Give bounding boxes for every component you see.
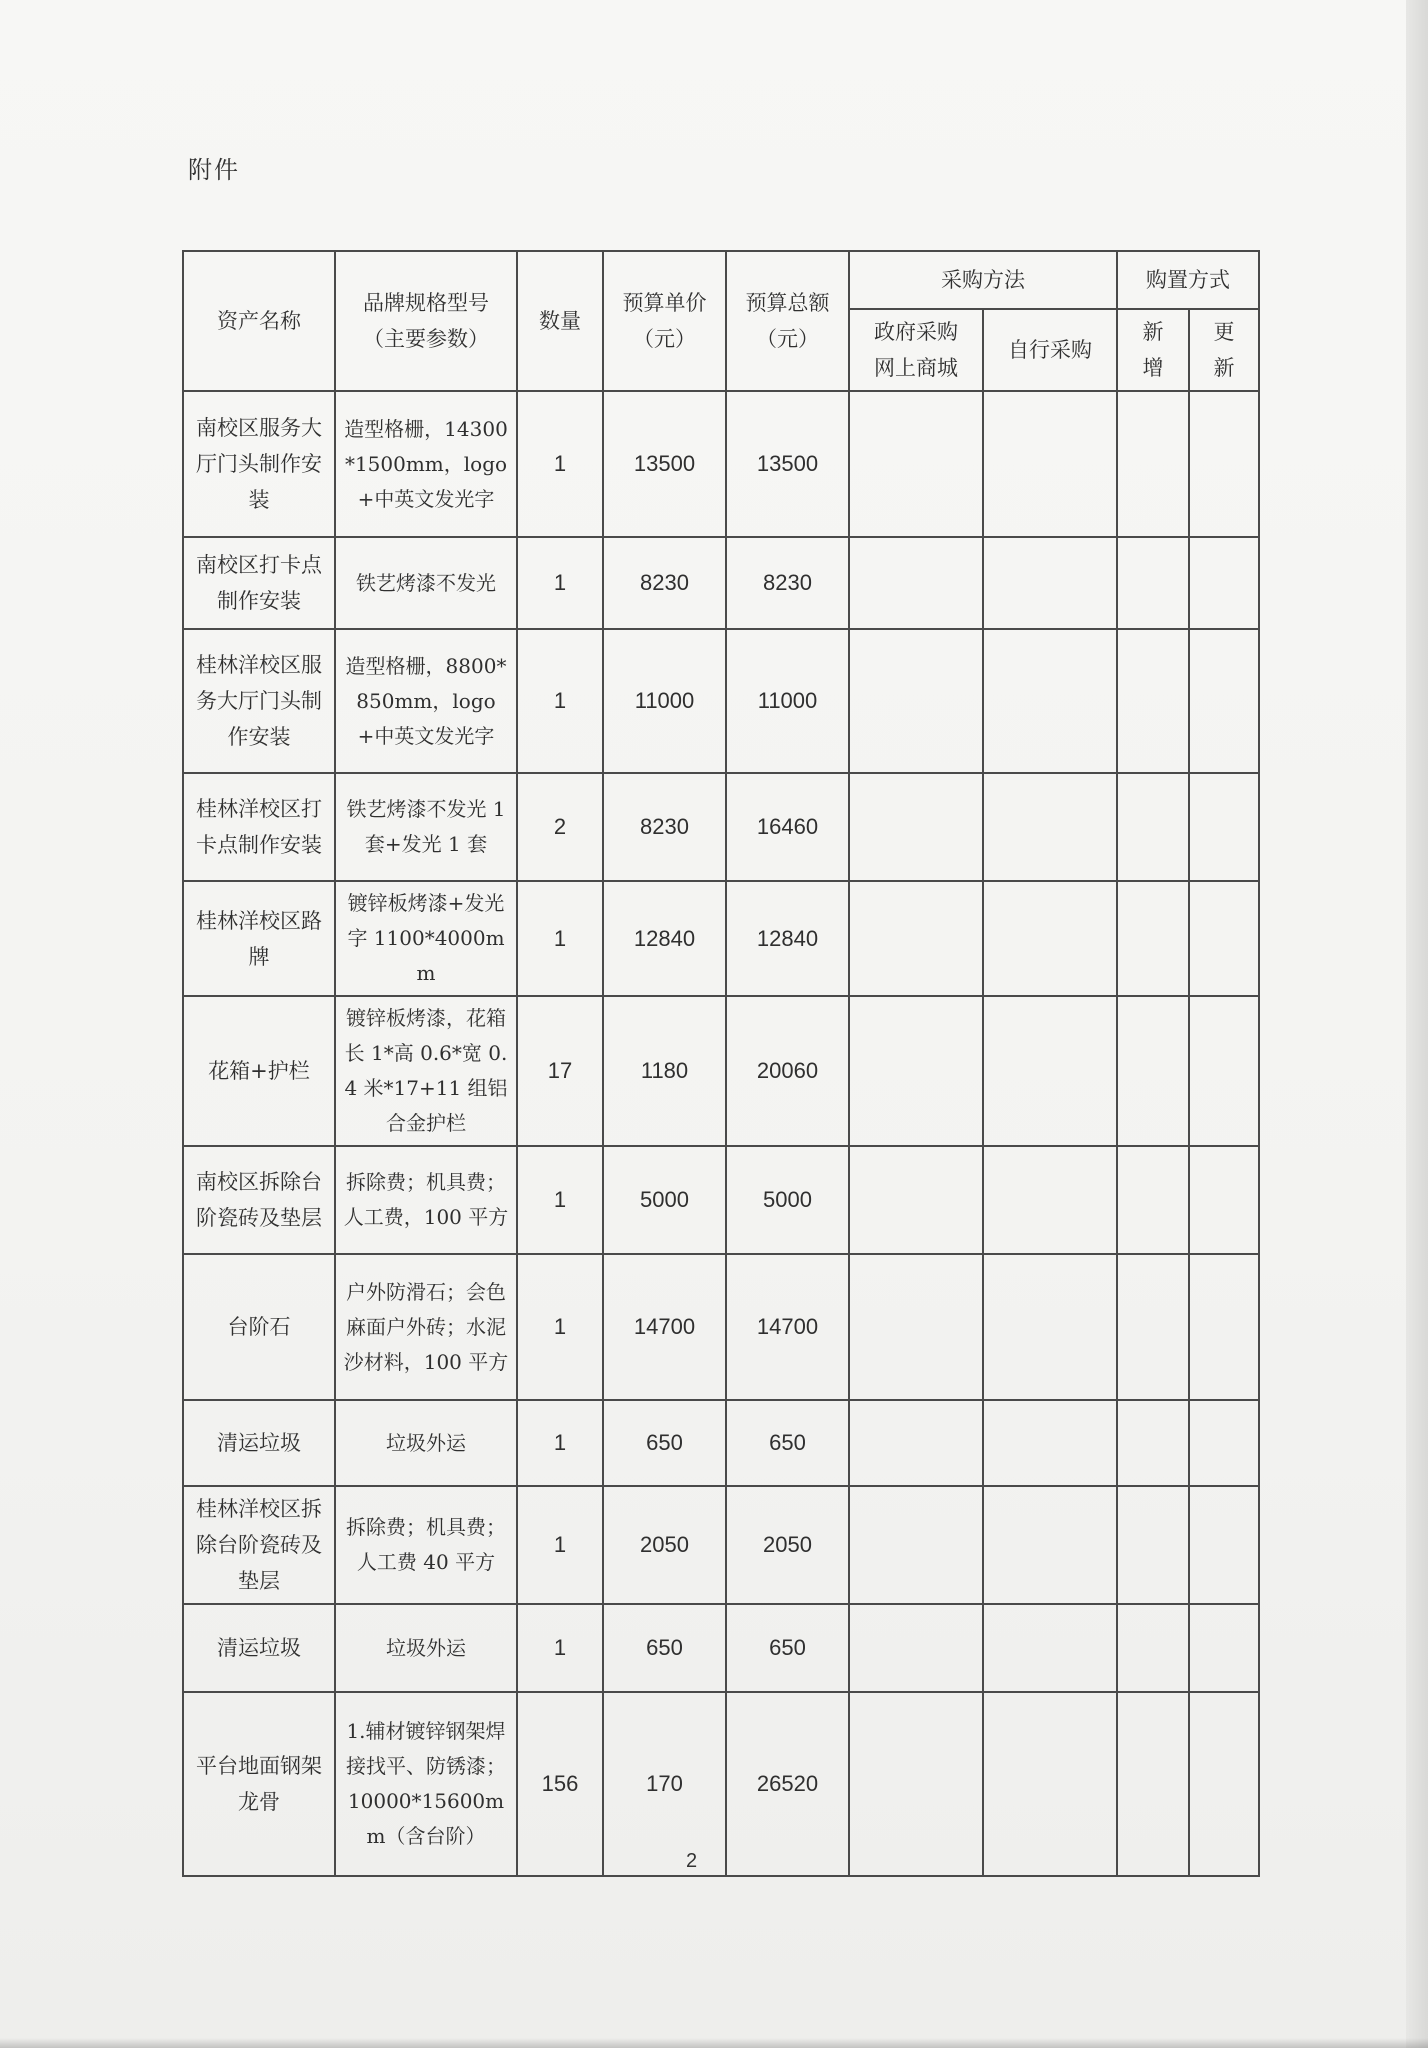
table-row xyxy=(183,537,1259,629)
asset-name-cell: 桂林洋校区服务大厅门头制作安装 xyxy=(183,629,335,773)
renew-cell xyxy=(1189,1400,1259,1486)
quantity-cell: 1 xyxy=(517,1400,603,1486)
gov-mall-cell xyxy=(849,881,983,996)
header-new xyxy=(1117,309,1189,391)
page-number: 2 xyxy=(686,1850,698,1872)
gov-mall-cell xyxy=(849,1146,983,1254)
gov-mall-cell xyxy=(849,629,983,773)
header-procurement-method: 采购方法 xyxy=(849,251,1117,309)
table-row xyxy=(183,1146,1259,1254)
asset-name-cell: 桂林洋校区拆除台阶瓷砖及垫层 xyxy=(183,1486,335,1604)
quantity-cell: 1 xyxy=(517,391,603,537)
quantity-cell: 1 xyxy=(517,881,603,996)
spec-cell: 1.辅材镀锌钢架焊接找平、防锈漆；10000*15600mm（含台阶） xyxy=(335,1692,517,1876)
header-renew-line2: 新 xyxy=(1213,356,1235,380)
spec-cell: 户外防滑石；会色麻面户外砖；水泥沙材料，100 平方 xyxy=(335,1254,517,1400)
header-new-line2: 增 xyxy=(1142,356,1164,380)
unit-price-cell: 8230 xyxy=(603,773,726,881)
renew-cell xyxy=(1189,391,1259,537)
total-cell: 2050 xyxy=(726,1486,849,1604)
quantity-cell: 1 xyxy=(517,1254,603,1400)
table-row xyxy=(183,391,1259,537)
quantity-cell: 1 xyxy=(517,537,603,629)
total-cell: 20060 xyxy=(726,996,849,1146)
table-row xyxy=(183,1400,1259,1486)
table-row xyxy=(183,773,1259,881)
gov-mall-cell xyxy=(849,1254,983,1400)
quantity-cell: 1 xyxy=(517,629,603,773)
quantity-cell: 1 xyxy=(517,1604,603,1692)
renew-cell xyxy=(1189,629,1259,773)
self-purchase-cell xyxy=(983,1400,1117,1486)
header-unit-price-line1: 预算单价 xyxy=(622,291,707,315)
new-cell xyxy=(1117,996,1189,1146)
new-cell xyxy=(1117,1146,1189,1254)
header-renew-line1: 更 xyxy=(1213,320,1235,344)
self-purchase-cell xyxy=(983,1604,1117,1692)
total-cell: 16460 xyxy=(726,773,849,881)
asset-name-cell: 平台地面钢架龙骨 xyxy=(183,1692,335,1876)
spec-cell: 拆除费；机具费；人工费，100 平方 xyxy=(335,1146,517,1254)
renew-cell xyxy=(1189,1604,1259,1692)
page-edge-shadow xyxy=(1406,0,1428,2048)
header-spec-line1: 品牌规格型号 xyxy=(363,291,489,315)
header-quantity: 数量 xyxy=(517,251,603,391)
total-cell: 650 xyxy=(726,1604,849,1692)
unit-price-cell: 12840 xyxy=(603,881,726,996)
new-cell xyxy=(1117,629,1189,773)
self-purchase-cell xyxy=(983,1692,1117,1876)
spec-cell: 造型格栅，14300*1500mm，logo+中英文发光字 xyxy=(335,391,517,537)
header-unit-price xyxy=(603,251,726,391)
page-bottom-shadow xyxy=(0,2038,1428,2048)
new-cell xyxy=(1117,537,1189,629)
new-cell xyxy=(1117,1486,1189,1604)
self-purchase-cell xyxy=(983,537,1117,629)
spec-cell: 拆除费；机具费；人工费 40 平方 xyxy=(335,1486,517,1604)
asset-name-cell: 南校区拆除台阶瓷砖及垫层 xyxy=(183,1146,335,1254)
header-gov-mall xyxy=(849,309,983,391)
self-purchase-cell xyxy=(983,996,1117,1146)
unit-price-cell: 170 xyxy=(603,1692,726,1876)
asset-name-cell: 台阶石 xyxy=(183,1254,335,1400)
gov-mall-cell xyxy=(849,996,983,1146)
total-cell: 26520 xyxy=(726,1692,849,1876)
spec-cell: 垃圾外运 xyxy=(335,1400,517,1486)
spec-cell: 造型格栅，8800*850mm，logo+中英文发光字 xyxy=(335,629,517,773)
header-total xyxy=(726,251,849,391)
self-purchase-cell xyxy=(983,1146,1117,1254)
new-cell xyxy=(1117,1254,1189,1400)
new-cell xyxy=(1117,391,1189,537)
gov-mall-cell xyxy=(849,1692,983,1876)
quantity-cell: 1 xyxy=(517,1146,603,1254)
self-purchase-cell xyxy=(983,773,1117,881)
new-cell xyxy=(1117,1692,1189,1876)
gov-mall-cell xyxy=(849,391,983,537)
renew-cell xyxy=(1189,996,1259,1146)
header-renew xyxy=(1189,309,1259,391)
gov-mall-cell xyxy=(849,1604,983,1692)
self-purchase-cell xyxy=(983,881,1117,996)
table-row xyxy=(183,1486,1259,1604)
asset-name-cell: 清运垃圾 xyxy=(183,1604,335,1692)
unit-price-cell: 8230 xyxy=(603,537,726,629)
new-cell xyxy=(1117,773,1189,881)
header-gov-mall-line2: 网上商城 xyxy=(874,356,958,380)
unit-price-cell: 14700 xyxy=(603,1254,726,1400)
unit-price-cell: 11000 xyxy=(603,629,726,773)
asset-name-cell: 桂林洋校区打卡点制作安装 xyxy=(183,773,335,881)
unit-price-cell: 650 xyxy=(603,1400,726,1486)
spec-cell: 垃圾外运 xyxy=(335,1604,517,1692)
header-new-line1: 新 xyxy=(1142,320,1164,344)
quantity-cell: 2 xyxy=(517,773,603,881)
spec-cell: 镀锌板烤漆+发光字 1100*4000mm xyxy=(335,881,517,996)
total-cell: 8230 xyxy=(726,537,849,629)
renew-cell xyxy=(1189,773,1259,881)
header-total-line2: （元） xyxy=(756,327,819,351)
gov-mall-cell xyxy=(849,773,983,881)
asset-name-cell: 桂林洋校区路牌 xyxy=(183,881,335,996)
renew-cell xyxy=(1189,1692,1259,1876)
unit-price-cell: 13500 xyxy=(603,391,726,537)
table-row xyxy=(183,629,1259,773)
asset-name-cell: 南校区服务大厅门头制作安装 xyxy=(183,391,335,537)
asset-name-cell: 清运垃圾 xyxy=(183,1400,335,1486)
renew-cell xyxy=(1189,537,1259,629)
asset-name-cell: 花箱+护栏 xyxy=(183,996,335,1146)
total-cell: 12840 xyxy=(726,881,849,996)
header-self-purchase: 自行采购 xyxy=(983,309,1117,391)
header-purchase-type: 购置方式 xyxy=(1117,251,1259,309)
header-total-line1: 预算总额 xyxy=(745,291,830,315)
header-asset-name: 资产名称 xyxy=(183,251,335,391)
header-spec xyxy=(335,251,517,391)
gov-mall-cell xyxy=(849,1486,983,1604)
total-cell: 13500 xyxy=(726,391,849,537)
quantity-cell: 156 xyxy=(517,1692,603,1876)
spec-cell: 镀锌板烤漆，花箱长 1*高 0.6*宽 0.4 米*17+11 组铝合金护栏 xyxy=(335,996,517,1146)
self-purchase-cell xyxy=(983,629,1117,773)
header-gov-mall-line1: 政府采购 xyxy=(874,320,958,344)
table-row xyxy=(183,1692,1259,1876)
table-row xyxy=(183,1604,1259,1692)
table-row xyxy=(183,996,1259,1146)
total-cell: 5000 xyxy=(726,1146,849,1254)
spec-cell: 铁艺烤漆不发光 xyxy=(335,537,517,629)
asset-name-cell: 南校区打卡点制作安装 xyxy=(183,537,335,629)
total-cell: 650 xyxy=(726,1400,849,1486)
renew-cell xyxy=(1189,881,1259,996)
header-spec-line2: （主要参数） xyxy=(363,327,489,351)
unit-price-cell: 1180 xyxy=(603,996,726,1146)
new-cell xyxy=(1117,1604,1189,1692)
self-purchase-cell xyxy=(983,1254,1117,1400)
table-row xyxy=(183,1254,1259,1400)
unit-price-cell: 650 xyxy=(603,1604,726,1692)
quantity-cell: 17 xyxy=(517,996,603,1146)
total-cell: 11000 xyxy=(726,629,849,773)
renew-cell xyxy=(1189,1146,1259,1254)
new-cell xyxy=(1117,1400,1189,1486)
renew-cell xyxy=(1189,1486,1259,1604)
new-cell xyxy=(1117,881,1189,996)
quantity-cell: 1 xyxy=(517,1486,603,1604)
self-purchase-cell xyxy=(983,1486,1117,1604)
gov-mall-cell xyxy=(849,1400,983,1486)
self-purchase-cell xyxy=(983,391,1117,537)
table-row xyxy=(183,881,1259,996)
asset-budget-table xyxy=(182,250,1260,1877)
header-unit-price-line2: （元） xyxy=(633,327,696,351)
attachment-label: 附件 xyxy=(188,156,240,184)
spec-cell: 铁艺烤漆不发光 1 套+发光 1 套 xyxy=(335,773,517,881)
gov-mall-cell xyxy=(849,537,983,629)
unit-price-cell: 2050 xyxy=(603,1486,726,1604)
renew-cell xyxy=(1189,1254,1259,1400)
total-cell: 14700 xyxy=(726,1254,849,1400)
unit-price-cell: 5000 xyxy=(603,1146,726,1254)
